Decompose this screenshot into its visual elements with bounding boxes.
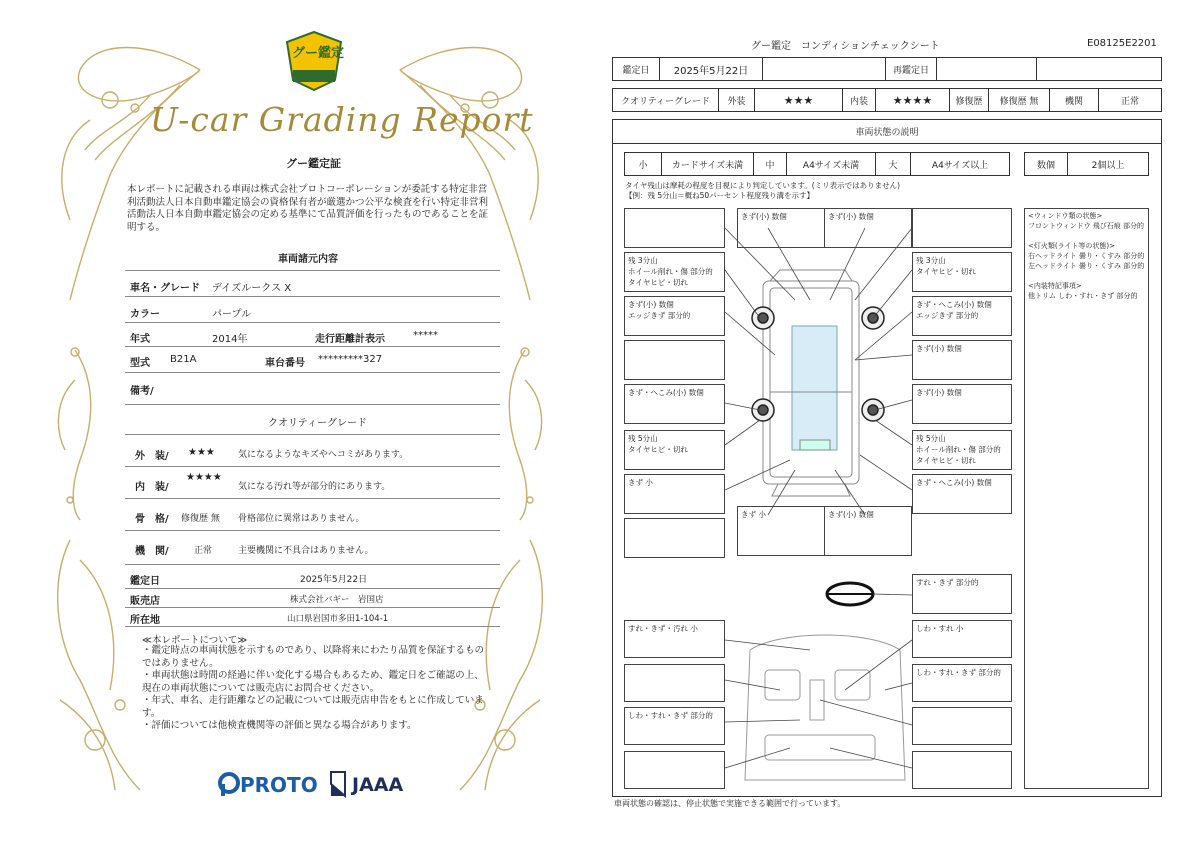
engine-desc: 主要機関に不具合はありません。 [238,546,374,556]
odo-label: 走行距離計表示 [315,334,385,345]
certificate-heading: グー鑑定証 [286,157,341,170]
repair-value: 修復歴 無 [988,88,1050,112]
legend-large: 大 [875,152,911,176]
date-value: 2025年5月22日 [659,57,763,81]
about-item: ・年式、車名、走行距離などの記載については販売店申告をもとに作成しています。 [142,695,484,719]
frame-label: 骨 格/ [135,514,169,525]
sheet-footer: 車両状態の確認は、停止状態で実施できる範囲で行っています。 [614,799,846,808]
tire-note: タイヤ残山は摩耗の程度を目視により判定しています。(ミリ表示ではありません) [625,181,901,190]
spec-heading: 車両諸元内容 [278,254,338,265]
note-box: 残 5分山 タイヤヒビ・切れ [624,430,725,470]
note-box: 残 3分山 ホイール削れ・傷 部分的 タイヤヒビ・切れ [624,252,725,292]
date-label: 鑑定日 [612,57,660,81]
note-box [912,707,1012,745]
engine-label: 機関 [1049,88,1099,112]
grade-label: クオリティーグレード [612,88,719,112]
note-box [624,518,725,558]
note-box [912,751,1012,789]
note-box [912,208,1012,248]
ext-label: 外装 [718,88,755,112]
about-heading: ≪本レポートについて≫ [142,635,248,646]
date-label: 鑑定日 [130,576,160,587]
special-notes-panel: <ウィンドウ類の状態> フロントウィンドウ 飛び石痕 部分的 <灯火類(ライト等の状態)> 右ヘッドライト 曇り・くすみ 部分的 左ヘッドライト 曇り・くすみ 部分的 <内装特記事項> 他トリム しわ・すれ・きず 部分的 [1024,208,1149,789]
note-box: きず(小) 数個 [737,208,825,248]
frame-value: 修復歴 無 [181,514,220,524]
engine-label: 機 関/ [135,546,169,557]
legend-medium-desc: A4サイズ未満 [786,152,876,176]
interior-label: 内 装/ [135,482,169,493]
note-box [624,340,725,380]
note-box: しわ・すれ・きず 部分的 [912,664,1012,702]
interior-stars: ★★★★ [186,472,222,483]
ext-stars: ★★★ [754,88,843,112]
about-list [142,645,492,733]
count-label: 数個 [1024,152,1068,176]
engine-value: 正常 [1098,88,1162,112]
script-title: U-car Grading Report [150,100,534,139]
model-value: B21A [170,354,197,365]
odo-value: ***** [413,330,438,341]
remarks-label: 備考/ [130,386,154,397]
name-value: デイズルークス X [212,283,292,294]
note-box: きず(小) 数個 [912,340,1012,380]
int-label: 内装 [842,88,876,112]
date-value: 2025年5月22日 [300,575,368,585]
tire-example: 【例：残 5分山＝概ね50パーセント程度残り溝を示す】 [625,191,815,200]
about-item: ・車両状態は時間の経過に伴い変化する場合もあるため、鑑定日をご確認の上、現在の車両状態については販売店にお問合せください。 [142,670,484,694]
note-box: すれ・きず 部分的 [912,574,1012,614]
quality-heading: クオリティーグレード [268,418,367,429]
frame-desc: 骨格部位に異常はありません。 [238,514,365,524]
exterior-desc: 気になるようなキズやヘコミがあります。 [238,450,409,460]
note-box: きず・へこみ(小) 数個 [624,384,725,424]
note-box: きず(小) 数個 [824,208,912,248]
steering-wheel-icon [827,583,873,605]
note-box: きず・へこみ(小) 数個 エッジきず 部分的 [912,296,1012,336]
legend-small: 小 [624,152,662,176]
legend-small-desc: カードサイズ未満 [661,152,754,176]
color-label: カラー [130,309,160,320]
proto-logo-icon [218,772,240,796]
about-item: ・鑑定時点の車両状態を示すものであり、以降将来にわたり品質を保証するものではありません。 [142,645,485,669]
engine-value: 正常 [194,546,213,556]
goo-kantei-badge-icon [283,30,345,92]
name-label: 車名・グレード [130,283,200,294]
note-box [624,751,725,789]
jaaa-logo-text: JAAA [352,774,404,796]
note-box: きず(小) 数個 [824,506,912,556]
count-value: 2個以上 [1067,152,1149,176]
model-label: 型式 [130,358,150,369]
address-value: 山口県岩国市多田1-104-1 [287,614,389,624]
legend-large-desc: A4サイズ以上 [910,152,1010,176]
note-box: きず(小) 数個 エッジきず 部分的 [624,296,725,336]
exterior-label: 外 装/ [135,451,169,462]
note-box: しわ・すれ 小 [912,620,1012,658]
dealer-value: 株式会社バギー 岩国店 [290,595,384,605]
note-box: 残 5分山 ホイール削れ・傷 部分的 タイヤヒビ・切れ [912,430,1012,470]
redate-label: 再鑑定日 [885,57,937,81]
note-box [624,208,725,248]
year-label: 年式 [130,334,150,345]
note-box: きず 小 [624,474,725,514]
address-label: 所在地 [130,615,160,626]
note-box [624,664,725,702]
interior-desc: 気になる汚れ等が部分的にあります。 [238,482,391,492]
note-box: きず(小) 数個 [912,384,1012,424]
exterior-stars: ★★★ [188,447,215,458]
proto-logo-text: PROTO [240,773,318,797]
note-box: しわ・すれ・きず 部分的 [624,707,725,745]
condition-check-sheet [600,0,1200,848]
note-box: きず 小 [737,506,825,556]
sheet-title: グー鑑定 コンディションチェックシート [751,41,940,52]
chassis-label: 車台番号 [265,358,305,369]
year-value: 2014年 [212,334,248,345]
legend-medium: 中 [753,152,787,176]
int-stars: ★★★★ [875,88,950,112]
certificate-intro: 本レポートに記載される車両は株式会社プロトコーポレーションが委託する特定非営利活動法人日本自動車鑑定協会の資格保有者が厳選かつ公平な検査を行い特定非営利活動法人日本自動車鑑定協会の定める基準にて品質評価を行ったものであることを証明する。 [127,184,489,233]
note-box: すれ・きず・汚れ 小 [624,620,725,658]
note-box: きず・へこみ(小) 数個 [912,474,1012,514]
about-item: ・評価については他検査機関等の評価と異なる場合があります。 [142,720,417,731]
sheet-code: E08125E2201 [1087,38,1157,49]
repair-label: 修復歴 [949,88,989,112]
badge-text: グー鑑定 [292,46,345,61]
chassis-value: *********327 [318,354,383,365]
note-box: 残 3分山 タイヤヒビ・切れ [912,252,1012,292]
color-value: パープル [212,309,252,320]
jaaa-logo-icon [327,770,349,798]
dealer-label: 販売店 [130,596,160,607]
section-title: 車両状態の説明 [612,119,1162,144]
